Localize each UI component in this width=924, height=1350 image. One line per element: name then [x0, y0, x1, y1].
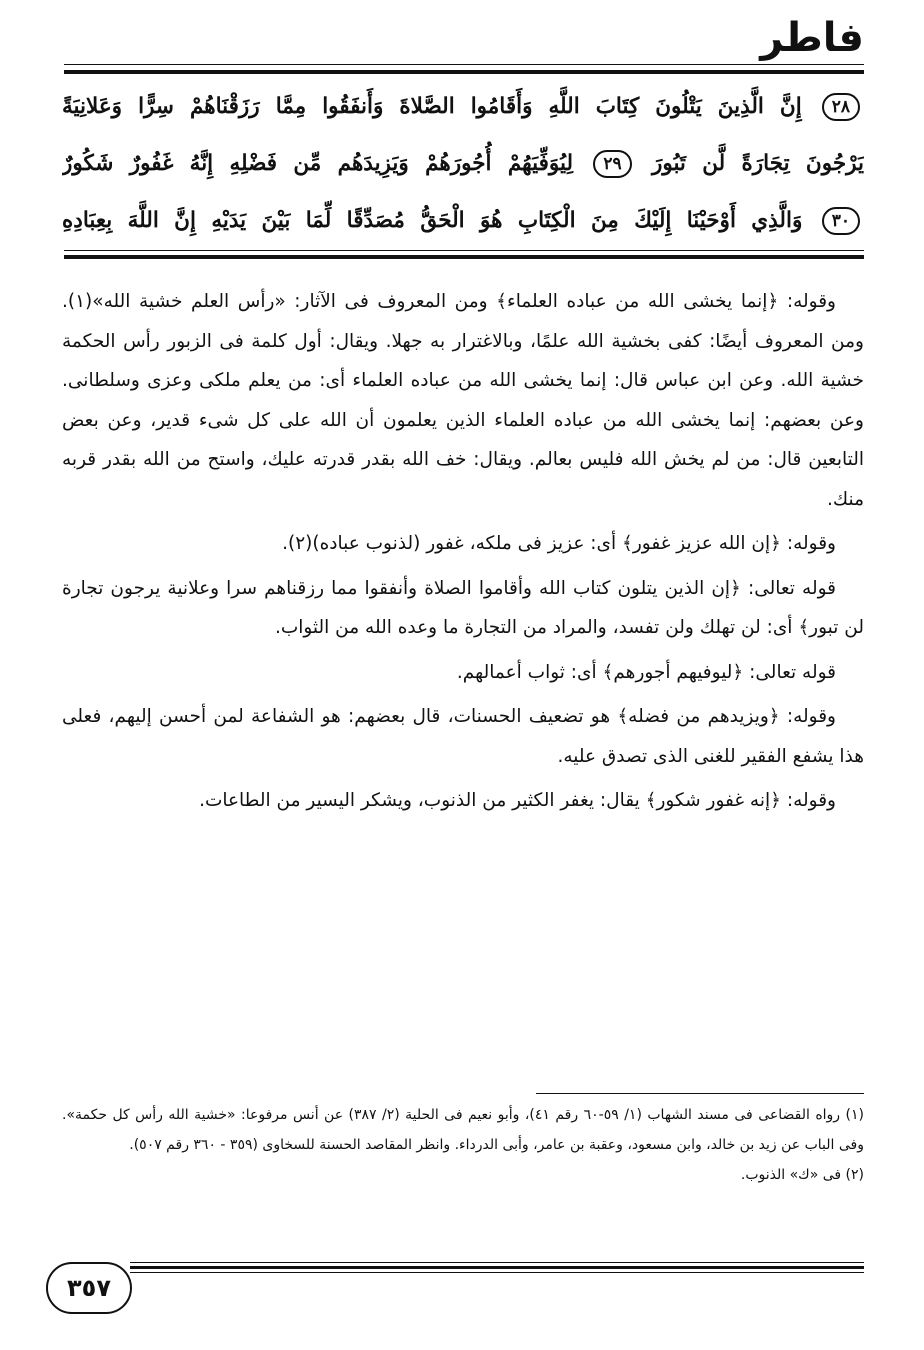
verse-line	[62, 78, 864, 135]
ayah-number-marker: ٣٠	[822, 207, 860, 235]
verse-line	[62, 192, 864, 249]
commentary-paragraph: قوله تعالى: ﴿إن الذين يتلون كتاب الله وأقاموا الصلاة وأنفقوا مما رزقناهم سرا وعلانية يرجون تجارة لن تبور﴾ أى: لن تهلك ولن تفسد، والمراد من التجارة ما وعده الله من الثواب.	[62, 577, 864, 638]
commentary-paragraph: قوله تعالى: ﴿ليوفيهم أجورهم﴾ أى: ثواب أعمالهم.	[456, 661, 836, 683]
ayah-number-marker: ٢٩	[593, 150, 631, 178]
commentary-paragraph: وقوله: ﴿إن الله عزيز غفور﴾ أى: عزيز فى ملكه، غفور (لذنوب عباده)(٢).	[282, 533, 836, 554]
footer-rule	[130, 1262, 864, 1263]
footnote-separator	[536, 1093, 864, 1094]
footer-rules	[130, 1262, 864, 1273]
commentary-paragraph: وقوله: ﴿ويزيدهم من فضله﴾ هو تضعيف الحسنات، قال بعضهم: هو الشفاعة لمن أحسن إليهم، فعلى هذا يشفع الفقير للغنى الذى تصدق عليه.	[62, 706, 864, 767]
header-rule-thin	[64, 64, 864, 65]
commentary-paragraph: وقوله: ﴿إنه غفور شكور﴾ يقال: يغفر الكثير من الذنوب، ويشكر اليسير من الطاعات.	[199, 790, 836, 811]
commentary-text	[62, 282, 864, 826]
verse-text: لِيُوَفِّيَهُمْ أُجُورَهُمْ وَيَزِيدَهُم مِّن فَضْلِهِ إِنَّهُ غَفُورٌ شَكُورٌ	[62, 151, 573, 176]
footnote: (٢) فى «ك» الذنوب.	[740, 1167, 864, 1183]
ayah-number-marker: ٢٨	[822, 93, 860, 121]
verses-rule-thin	[64, 250, 864, 251]
footnotes	[62, 1100, 864, 1190]
footer-rule	[130, 1272, 864, 1273]
commentary-paragraph: وقوله: ﴿إنما يخشى الله من عباده العلماء﴾ ومن المعروف فى الآثار: «رأس العلم خشية الله»(١). ومن المعروف أيضًا: كفى بخشية الله علمًا، وبالاغترار به جهلا. ويقال: أول كلمة فى الزبور رأس الحكمة خشية الله. وعن ابن عباس قال: إنما يخشى الله من عباده العلماء أى: من يعلم ملكى وعزى وسلطانى. وعن بعضهم: إنما يخشى الله من عباده العلماء الذين يعلمون أن الله على كل شىء قدير، وعن بعض التابعين قال: من لم يخش الله فليس بعالم. ويقال: خف الله بقدر قدرته عليك، واستح من الله بقدر قربه منك.	[62, 291, 864, 510]
verses-rule-thick	[64, 255, 864, 259]
surah-title: فاطر	[760, 15, 864, 61]
page-number: ٣٥٧	[46, 1262, 132, 1314]
verse-text: وَالَّذِي أَوْحَيْنَا إِلَيْكَ مِنَ الْكِتَابِ هُوَ الْحَقُّ مُصَدِّقًا لِّمَا بَيْنَ يَدَيْهِ إِنَّ اللَّهَ بِعِبَادِهِ	[62, 208, 803, 233]
footer-rule	[130, 1266, 864, 1269]
footnote: (١) رواه القضاعى فى مسند الشهاب (١/ ٥٩-٦٠ رقم ٤١)، وأبو نعيم فى الحلية (٢/ ٣٨٧) عن أنس مرفوعا: «خشية الله رأس كل حكمة». وفى الباب عن زيد بن خالد، وابن مسعود، وعقبة بن عامر، وأبى الدرداء. وانظر المقاصد الحسنة للسخاوى (٣٥٩ - ٣٦٠ رقم ٥٠٧).	[62, 1107, 864, 1153]
header-rule-thick	[64, 70, 864, 74]
verse-text: يَرْجُونَ تِجَارَةً لَّن تَبُورَ	[651, 151, 864, 176]
verse-line	[62, 135, 864, 192]
verse-text: إِنَّ الَّذِينَ يَتْلُونَ كِتَابَ اللَّهِ وَأَقَامُوا الصَّلاةَ وَأَنفَقُوا مِمَّا رَزَقْنَاهُمْ سِرًّا وَعَلانِيَةً	[62, 94, 802, 119]
quran-verses	[62, 78, 864, 249]
